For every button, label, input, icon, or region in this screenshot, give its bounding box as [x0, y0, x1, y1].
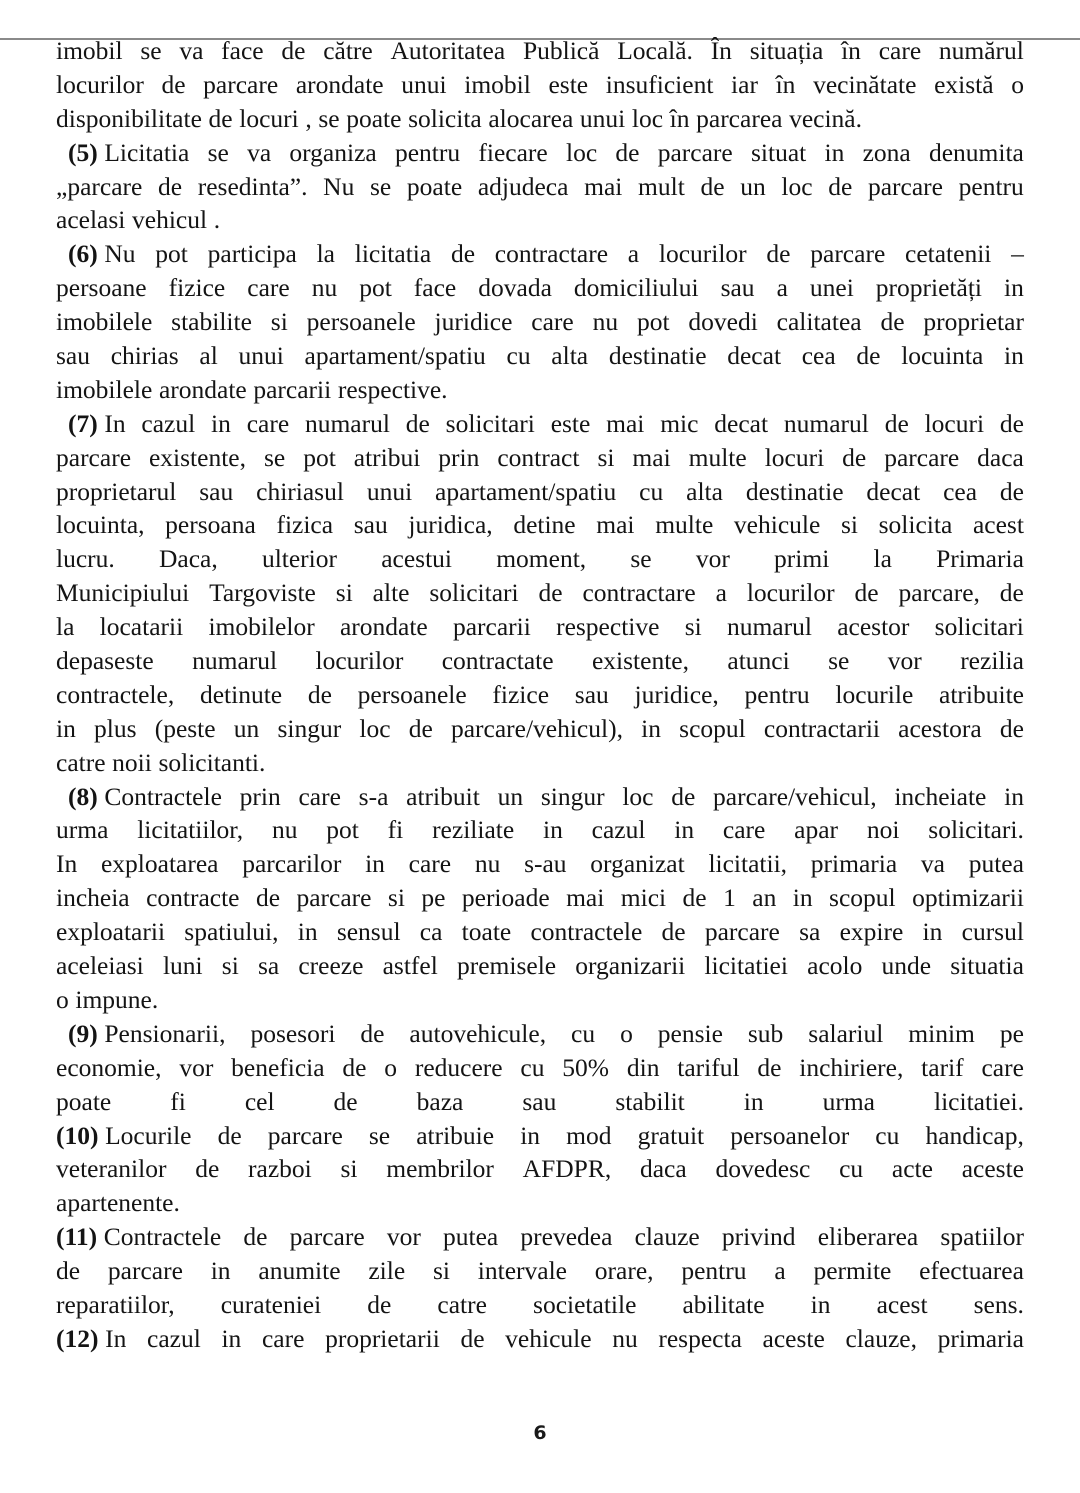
- paragraph-number: (7): [68, 408, 98, 438]
- text-line: poate fi cel de baza sau stabilit in urma licitatiei.: [56, 1086, 1024, 1116]
- text-line: la locatarii imobilelor arondate parcarii respective si numarul acestor solicitari: [56, 612, 1024, 642]
- paragraph-number: (10): [56, 1120, 99, 1150]
- paragraph-start-line: (9) Pensionarii, posesori de autovehicule, cu o pensie sub salariul minim pe: [68, 1018, 1024, 1048]
- paragraph-start-line: (10) Locurile de parcare se atribuie in mod gratuit persoanelor cu handicap,: [56, 1120, 1024, 1150]
- text-line: sau chirias al unui apartament/spatiu cu alta destinatie decat cea de locuinta in: [56, 341, 1024, 371]
- text-line: in plus (peste un singur loc de parcare/vehicul), in scopul contractarii acestora de: [56, 713, 1024, 743]
- text-line: persoane fizice care nu pot face dovada domiciliului sau a unei proprietăți in: [56, 273, 1024, 303]
- paragraph-start-line: (7) In cazul in care numarul de solicitari este mai mic decat numarul de locuri de: [68, 408, 1024, 438]
- paragraph-number: (12): [56, 1323, 99, 1353]
- paragraph-number: (8): [68, 781, 98, 811]
- paragraph-start-line: (6) Nu pot participa la licitatia de contractare a locurilor de parcare cetatenii –: [68, 239, 1024, 269]
- text-line: de parcare in anumite zile si intervale orare, pentru a permite efectuarea: [56, 1256, 1024, 1286]
- text-line: veteranilor de razboi si membrilor AFDPR, daca dovedesc cu acte aceste: [56, 1154, 1024, 1184]
- text-line: „parcare de resedinta”. Nu se poate adjudeca mai mult de un loc de parcare pentru: [56, 171, 1024, 201]
- paragraph-number: (11): [56, 1222, 98, 1252]
- paragraph-start-line: (11) Contractele de parcare vor putea prevedea clauze privind eliberarea spatiilor: [56, 1222, 1024, 1252]
- text-line: economie, vor beneficia de o reducere cu 50% din tariful de inchiriere, tarif care: [56, 1052, 1024, 1082]
- text-line: contractele, detinute de persoanele fizice sau juridice, pentru locurile atribuite: [56, 679, 1024, 709]
- text-line: Municipiului Targoviste si alte solicitari de contractare a locurilor de parcare, de: [56, 578, 1024, 608]
- paragraph-number: (9): [68, 1018, 98, 1048]
- paragraph-start-line: (8) Contractele prin care s-a atribuit un singur loc de parcare/vehicul, incheiate in: [68, 781, 1024, 811]
- text-line: incheia contracte de parcare si pe perioade mai mici de 1 an in scopul optimizarii: [56, 883, 1024, 913]
- text-line: parcare existente, se pot atribui prin contract si mai multe locuri de parcare daca: [56, 442, 1024, 472]
- text-line: exploatarii spatiului, in sensul ca toate contractele de parcare sa expire in cursul: [56, 917, 1024, 947]
- text-line: apartenente.: [56, 1188, 180, 1218]
- text-line: catre noii solicitanti.: [56, 747, 266, 777]
- text-line: imobilele arondate parcarii respective.: [56, 374, 448, 404]
- text-line: depaseste numarul locurilor contractate existente, atunci se vor rezilia: [56, 646, 1024, 676]
- text-line: disponibilitate de locuri , se poate solicita alocarea unui loc în parcarea vecină.: [56, 103, 862, 133]
- text-line: urma licitatiilor, nu pot fi reziliate in cazul in care apar noi solicitari.: [56, 815, 1024, 845]
- paragraph-start-line: (5) Licitatia se va organiza pentru fiecare loc de parcare situat in zona denumita: [68, 137, 1024, 167]
- text-line: proprietarul sau chiriasul unui apartament/spatiu cu alta destinatie decat cea de: [56, 476, 1024, 506]
- paragraph-start-line: (12) In cazul in care proprietarii de vehicule nu respecta aceste clauze, primaria: [56, 1323, 1024, 1353]
- text-line: locurilor de parcare arondate unui imobil este insuficient iar în vecinătate există o: [56, 69, 1024, 99]
- page-number: 6: [533, 1422, 547, 1444]
- text-line: acelasi vehicul .: [56, 205, 221, 235]
- document-page-body: [56, 34, 1024, 1356]
- text-line: In exploatarea parcarilor in care nu s-au organizat licitatii, primaria va putea: [56, 849, 1024, 879]
- text-line: aceleiasi luni si sa creeze astfel premisele organizarii licitatiei acolo unde situatia: [56, 951, 1024, 981]
- text-line: reparatiilor, curateniei de catre societatile abilitate in acest sens.: [56, 1289, 1024, 1319]
- text-line: o impune.: [56, 984, 159, 1014]
- text-line: lucru. Daca, ulterior acestui moment, se vor primi la Primaria: [56, 544, 1024, 574]
- text-line: locuinta, persoana fizica sau juridica, detine mai multe vehicule si solicita acest: [56, 510, 1024, 540]
- paragraph-number: (5): [68, 137, 98, 167]
- text-line: imobil se va face de către Autoritatea Publică Locală. În situația în care numărul: [56, 36, 1024, 65]
- paragraph-number: (6): [68, 239, 98, 269]
- text-line: imobilele stabilite si persoanele juridice care nu pot dovedi calitatea de proprietar: [56, 307, 1024, 337]
